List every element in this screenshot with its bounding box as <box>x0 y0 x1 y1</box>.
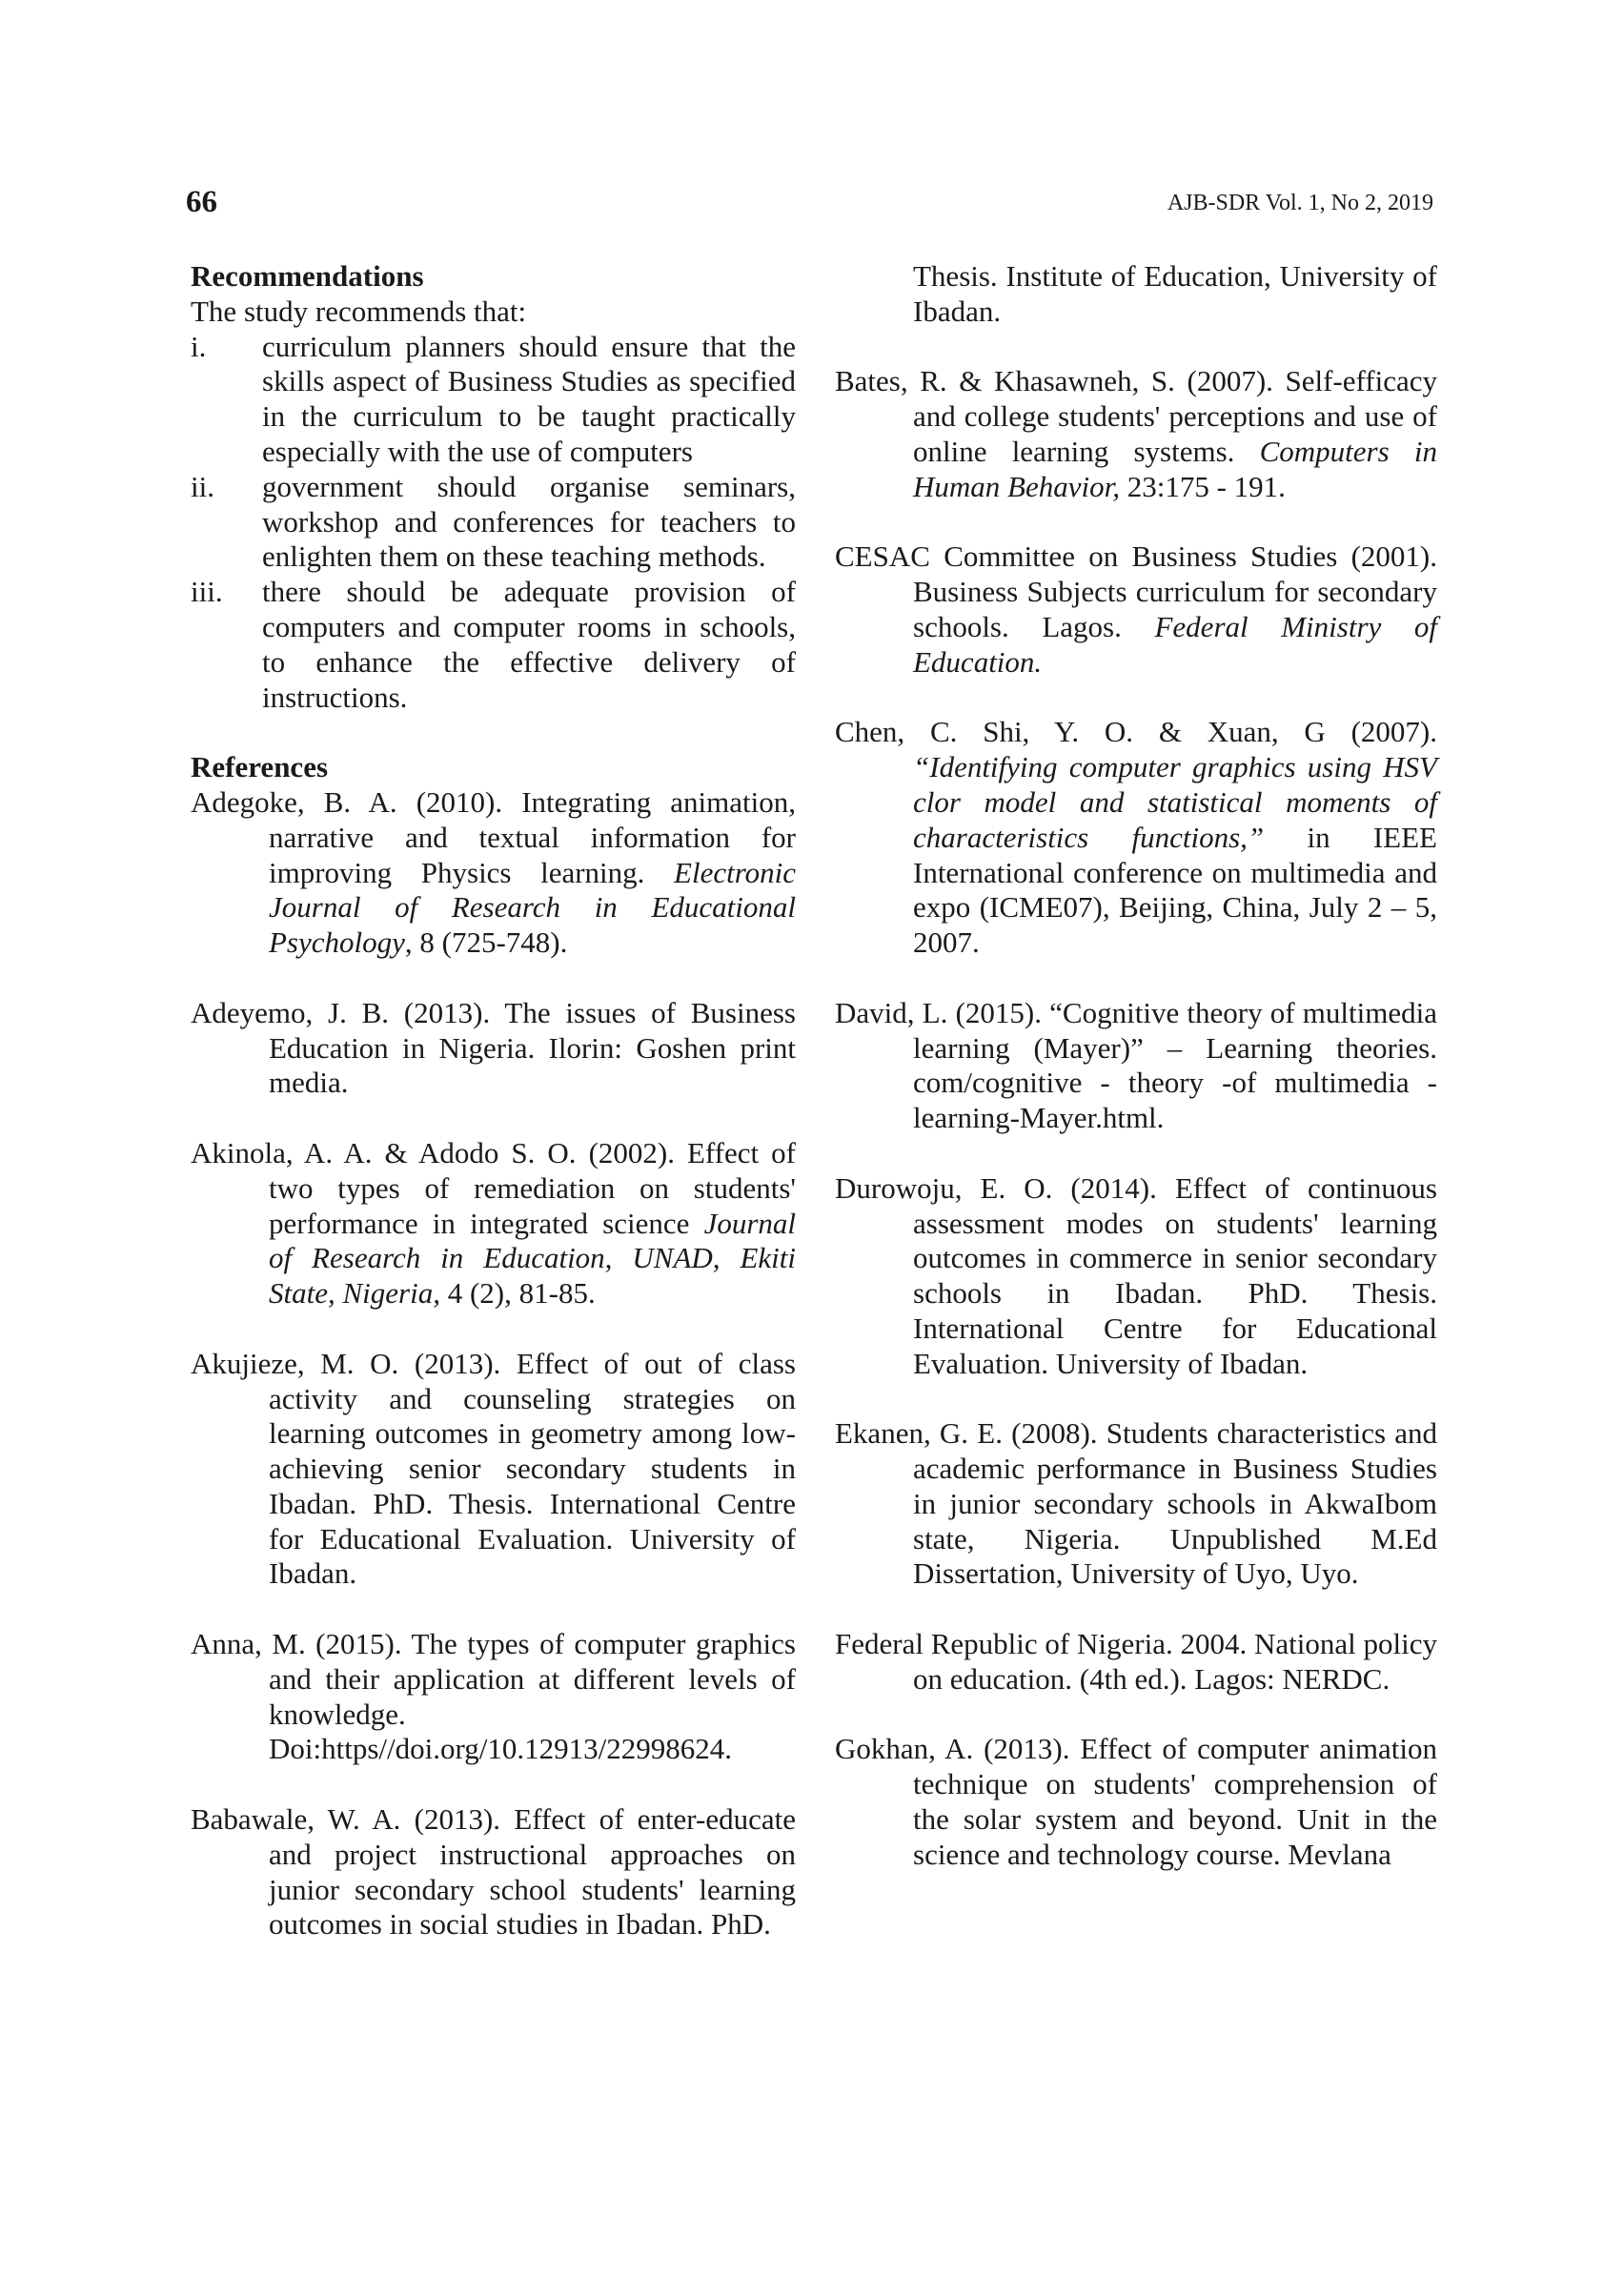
page-number: 66 <box>186 185 217 219</box>
reference-entry <box>835 364 1437 504</box>
reference-text: Ekanen, G. E. (2008). Students characteristics and academic performance in Business Studies in junior secondary schools in AkwaIbom state, Nigeria. Unpublished M.Ed Dissertation, University of Uyo, Uyo. <box>835 1416 1437 1591</box>
reference-italic: “Identifying computer graphics using HSV clor model and statistical moments of characteristics functions,” <box>913 750 1437 854</box>
recommendations-intro: The study recommends that: <box>191 294 527 328</box>
reference-entry <box>191 1347 796 1593</box>
reference-entry <box>191 1802 796 1942</box>
reference-entry <box>835 1627 1437 1698</box>
recommendation-number: i. <box>191 329 207 363</box>
recommendation-number: iii. <box>191 575 223 609</box>
reference-entry <box>191 1136 796 1311</box>
running-head: AJB-SDR Vol. 1, No 2, 2019 <box>1167 191 1433 215</box>
left-column <box>191 259 796 1978</box>
page-header <box>186 185 1433 223</box>
reference-text: Babawale, W. A. (2013). Effect of enter-educate and project instructional approaches on junior secondary school students' learning outcomes in social studies in Ibadan. PhD. <box>191 1802 796 1942</box>
recommendation-item <box>191 575 796 715</box>
reference-italic: Electronic Journal of Research in Educational Psychology <box>269 855 796 960</box>
recommendation-number: ii. <box>191 469 214 503</box>
recommendation-item <box>191 470 796 575</box>
reference-entry <box>835 539 1437 680</box>
reference-text: Akujieze, M. O. (2013). Effect of out of class activity and counseling strategies on learning outcomes in geometry among low-achieving senior secondary students in Ibadan. PhD. Thesis. International Centre for Educational Evaluation. University of Ibadan. <box>191 1346 796 1591</box>
reference-tail: 4 (2), 81-85. <box>439 1276 596 1311</box>
reference-continuation: Thesis. Institute of Education, University of Ibadan. <box>913 259 1437 328</box>
reference-entry <box>191 785 796 961</box>
reference-text: David, L. (2015). “Cognitive theory of multimedia learning (Mayer)” – Learning theories. com/cognitive - theory -of multimedia - learning-Mayer.html. <box>835 995 1437 1135</box>
reference-tail: 23:175 - 191. <box>1119 469 1286 503</box>
references-heading: References <box>191 750 329 784</box>
recommendations-heading: Recommendations <box>191 259 424 293</box>
recommendation-text: government should organise seminars, workshop and conferences for teachers to enlighten them on these teaching methods. <box>262 469 796 574</box>
reference-text: Durowoju, E. O. (2014). Effect of continuous assessment modes on students' learning outcomes in commerce in senior secondary schools in Ibadan. PhD. Thesis. International Centre for Educational Evaluation. University of Ibadan. <box>835 1170 1437 1380</box>
recommendation-text: curriculum planners should ensure that the skills aspect of Business Studies as specified in the curriculum to be taught practically especially with the use of computers <box>262 329 796 468</box>
reference-text: CESAC Committee on Business Studies (2001). Business Subjects curriculum for secondary schools. Lagos. <box>835 539 1437 643</box>
reference-entry <box>835 996 1437 1136</box>
reference-italic: Journal of Research in Education, UNAD, Ekiti State, Nigeria, <box>269 1206 796 1311</box>
reference-text: Adegoke, B. A. (2010). Integrating animation, narrative and textual information for improving Physics learning. <box>191 784 796 889</box>
reference-entry <box>835 1171 1437 1382</box>
reference-entry <box>191 996 796 1101</box>
recommendation-item <box>191 330 796 470</box>
reference-text: Federal Republic of Nigeria. 2004. National policy on education. (4th ed.). Lagos: NERDC. <box>835 1627 1437 1696</box>
reference-tail: in IEEE International conference on multimedia and expo (ICME07), Beijing, China, July 2 – 5, 2007. <box>913 820 1437 960</box>
reference-entry <box>835 1416 1437 1592</box>
reference-text: Anna, M. (2015). The types of computer graphics and their application at different levels of knowledge. Doi:https//doi.org/10.12913/22998624. <box>191 1627 796 1766</box>
recommendation-text: there should be adequate provision of computers and computer rooms in schools, to enhance the effective delivery of instructions. <box>262 575 796 714</box>
reference-text: Bates, R. & Khasawneh, S. (2007). Self-efficacy and college students' perceptions and use of online learning systems. <box>835 364 1437 468</box>
reference-tail: , 8 (725-748). <box>404 925 568 960</box>
reference-text: Gokhan, A. (2013). Effect of computer animation technique on students' comprehension of the solar system and beyond. Unit in the science and technology course. Mevlana <box>835 1732 1437 1871</box>
reference-text: Chen, C. Shi, Y. O. & Xuan, G (2007). <box>835 715 1437 749</box>
reference-entry <box>835 715 1437 961</box>
reference-italic: Federal Ministry of Education. <box>913 609 1437 679</box>
reference-italic: Computers in Human Behavior, <box>913 434 1437 503</box>
right-column <box>835 259 1437 1907</box>
reference-entry <box>191 1627 796 1767</box>
reference-text: Akinola, A. A. & Adodo S. O. (2002). Effect of two types of remediation on students' performance in integrated science <box>191 1135 796 1240</box>
reference-text: Adeyemo, J. B. (2013). The issues of Business Education in Nigeria. Ilorin: Goshen print media. <box>191 995 796 1100</box>
reference-entry <box>835 1732 1437 1872</box>
